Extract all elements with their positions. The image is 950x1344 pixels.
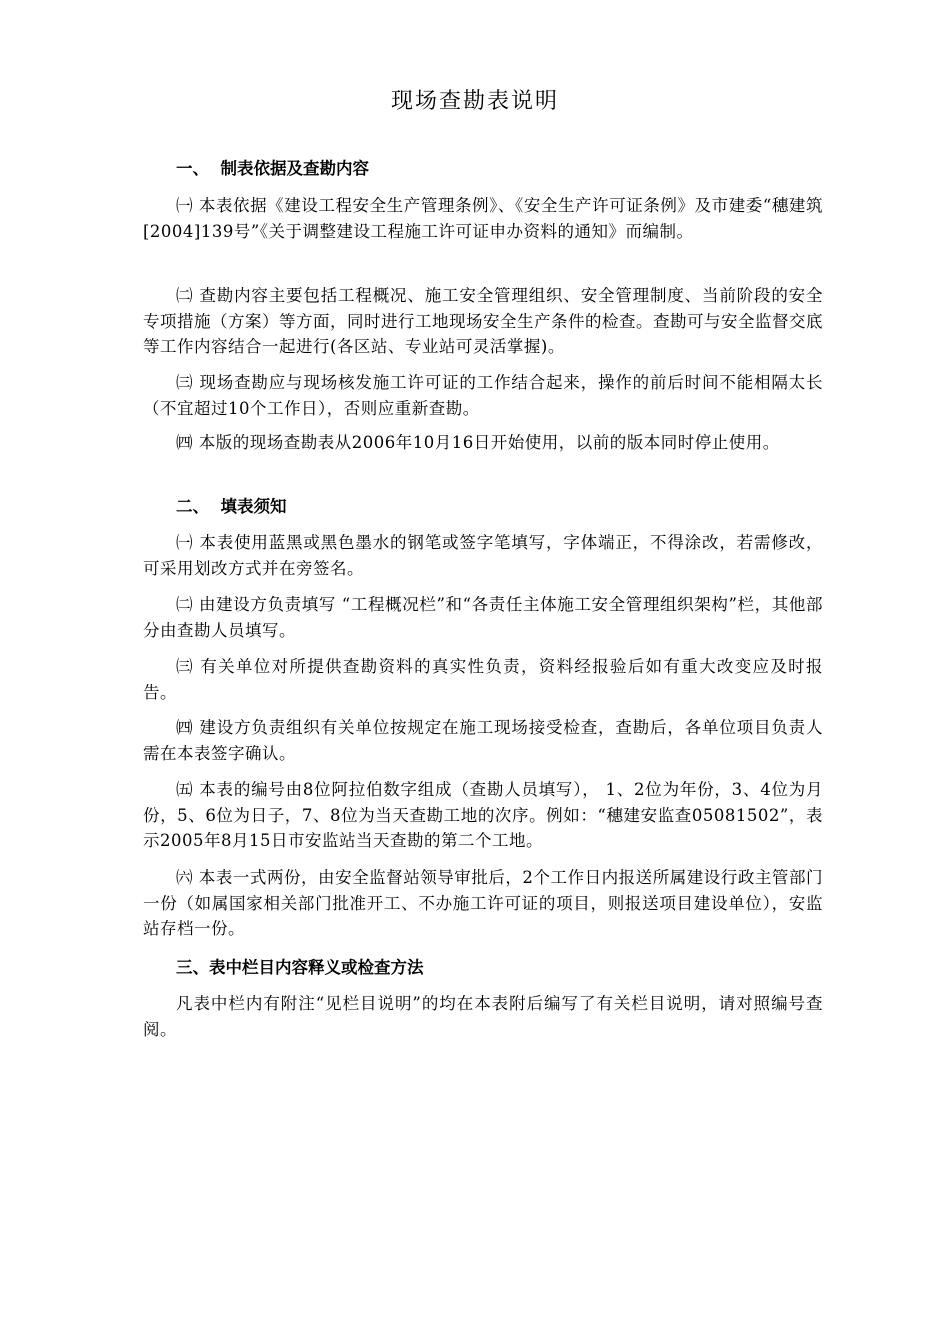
paragraph-2-2: ㈡ 由建设方负责填写 “工程概况栏”和“各责任主体施工安全管理组织架构”栏，其他部分由查勘人员填写。 (143, 595, 823, 640)
paragraph-3-1: 凡表中栏内有附注“见栏目说明”的均在本表附后编写了有关栏目说明，请对照编号查阅。 (143, 994, 823, 1039)
section-heading-2: 二、 填表须知 (176, 497, 287, 516)
paragraph-1-2: ㈡ 查勘内容主要包括工程概况、施工安全管理组织、安全管理制度、当前阶段的安全专项措施（方案）等方面，同时进行工地现场安全生产条件的检查。查勘可与安全监督交底等工作内容结合一起进行(各区站、专业站可灵活掌握)。 (143, 286, 823, 356)
paragraph-1-3: ㈢ 现场查勘应与现场核发施工许可证的工作结合起来，操作的前后时间不能相隔太长（不宜超过10个工作日），否则应重新查勘。 (143, 373, 823, 418)
paragraph-2-6: ㈥ 本表一式两份，由安全监督站领导审批后，2个工作日内报送所属建设行政主管部门一份（如属国家相关部门批准开工、不办施工许可证的项目，则报送项目建设单位），安监站存档一份。 (143, 868, 823, 938)
paragraph-2-3: ㈢ 有关单位对所提供查勘资料的真实性负责，资料经报验后如有重大改变应及时报告。 (143, 657, 823, 702)
paragraph-2-1: ㈠ 本表使用蓝黑或黑色墨水的钢笔或签字笔填写，字体端正，不得涂改，若需修改，可采用划改方式并在旁签名。 (143, 533, 823, 578)
paragraph-1-1: ㈠ 本表依据《建设工程安全生产管理条例》、《安全生产许可证条例》及市建委“穗建筑[2004]139号”《关于调整建设工程施工许可证申办资料的通知》而编制。 (143, 196, 823, 241)
paragraph-2-4: ㈣ 建设方负责组织有关单位按规定在施工现场接受检查，查勘后，各单位项目负责人需在本表签字确认。 (143, 718, 823, 763)
section-heading-1: 一、 制表依据及查勘内容 (176, 159, 369, 178)
section-heading-3: 三、表中栏目内容释义或检查方法 (176, 958, 424, 977)
paragraph-1-4: ㈣ 本版的现场查勘表从2006年10月16日开始使用，以前的版本同时停止使用。 (176, 433, 780, 452)
paragraph-2-5: ㈤ 本表的编号由8位阿拉伯数字组成（查勘人员填写）， 1、2位为年份，3、4位为月份，5、6位为日子，7、8位为当天查勘工地的次序。例如：“穗建安监查05081502”，表示2005年8月15日市安监站当天查勘的第二个工地。 (143, 780, 823, 850)
page-title: 现场查勘表说明 (390, 89, 559, 114)
